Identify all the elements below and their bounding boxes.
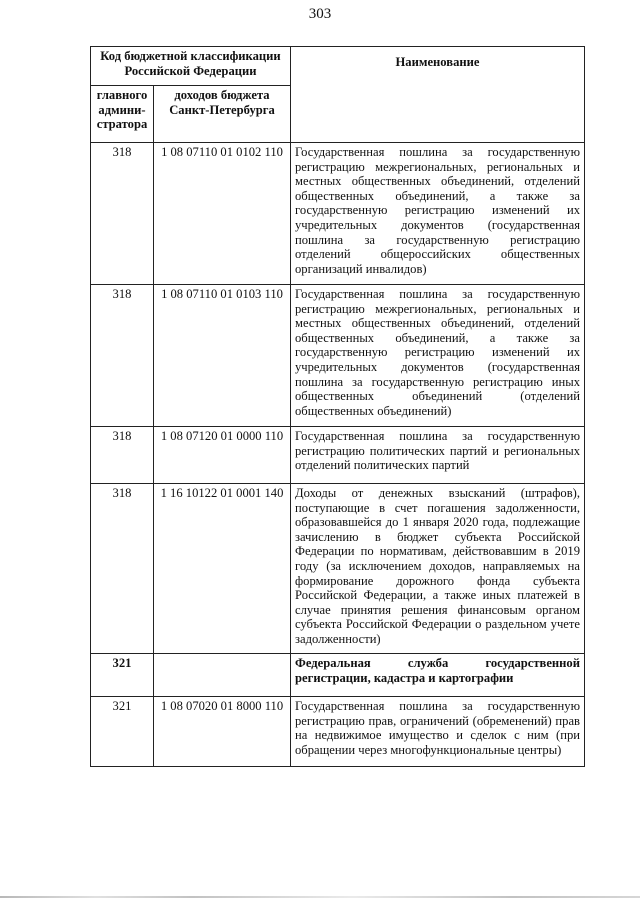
table-row: [91, 697, 585, 767]
income-name-cell: Государственная пошлина за государственную регистрацию прав, ограничений (обременений) прав на недвижимое имущество и сделок с ним (при обращении через многофункциональные центры): [291, 697, 585, 767]
header-row-1: [91, 47, 585, 86]
admin-code-cell: 321: [91, 654, 154, 697]
income-code-cell: 1 08 07120 01 0000 110: [154, 427, 291, 484]
income-code-cell: 1 08 07110 01 0102 110: [154, 143, 291, 285]
scan-edge-line: [0, 896, 640, 898]
section-name-cell: Федеральная служба государственной регистрации, кадастра и картографии: [291, 654, 585, 697]
header-admin-column: главного админи-стратора: [91, 86, 154, 143]
admin-code-cell: 318: [91, 143, 154, 285]
table-row-section-header: [91, 654, 585, 697]
table-row: [91, 285, 585, 427]
income-code-cell: [154, 654, 291, 697]
budget-classification-table: [90, 46, 585, 767]
header-code-group: Код бюджетной классификации Российской Федерации: [91, 47, 291, 86]
table-row: [91, 427, 585, 484]
income-code-cell: 1 16 10122 01 0001 140: [154, 484, 291, 654]
table-row: [91, 143, 585, 285]
header-income-column: доходов бюджета Санкт-Петербурга: [154, 86, 291, 143]
admin-code-cell: 318: [91, 285, 154, 427]
income-code-cell: 1 08 07020 01 8000 110: [154, 697, 291, 767]
income-name-cell: Государственная пошлина за государственную регистрацию политических партий и региональных отделений политических партий: [291, 427, 585, 484]
table-row: [91, 484, 585, 654]
page-number: 303: [308, 6, 332, 22]
admin-code-cell: 318: [91, 484, 154, 654]
admin-code-cell: 318: [91, 427, 154, 484]
income-name-cell: Доходы от денежных взысканий (штрафов), поступающие в счет погашения задолженности, образовавшейся до 1 января 2020 года, подлежащие зачислению в бюджет субъекта Российской Федерации по нормативам, действовавшим в 2019 году (за исключением доходов, направляемых на формирование дорожного фонда субъекта Российской Федерации, а также иных платежей в случае принятия решения финансовым органом субъекта Российской Федерации о раздельном учете задолженности): [291, 484, 585, 654]
income-name-cell: Государственная пошлина за государственную регистрацию межрегиональных, региональных и местных общественных объединений, отделений общественных объединений, а также за государственную регистрацию изменений их учредительных документов (государственная пошлина за государственную регистрацию иных общественных объединений (отделений общественных объединений): [291, 285, 585, 427]
header-name-column: Наименование: [291, 47, 585, 143]
income-name-cell: Государственная пошлина за государственную регистрацию межрегиональных, региональных и местных общественных объединений, отделений общественных объединений, а также за государственную регистрацию изменений их учредительных документов (государственная пошлина за государственную регистрацию отделений общероссийских общественных организаций инвалидов): [291, 143, 585, 285]
income-code-cell: 1 08 07110 01 0103 110: [154, 285, 291, 427]
admin-code-cell: 321: [91, 697, 154, 767]
